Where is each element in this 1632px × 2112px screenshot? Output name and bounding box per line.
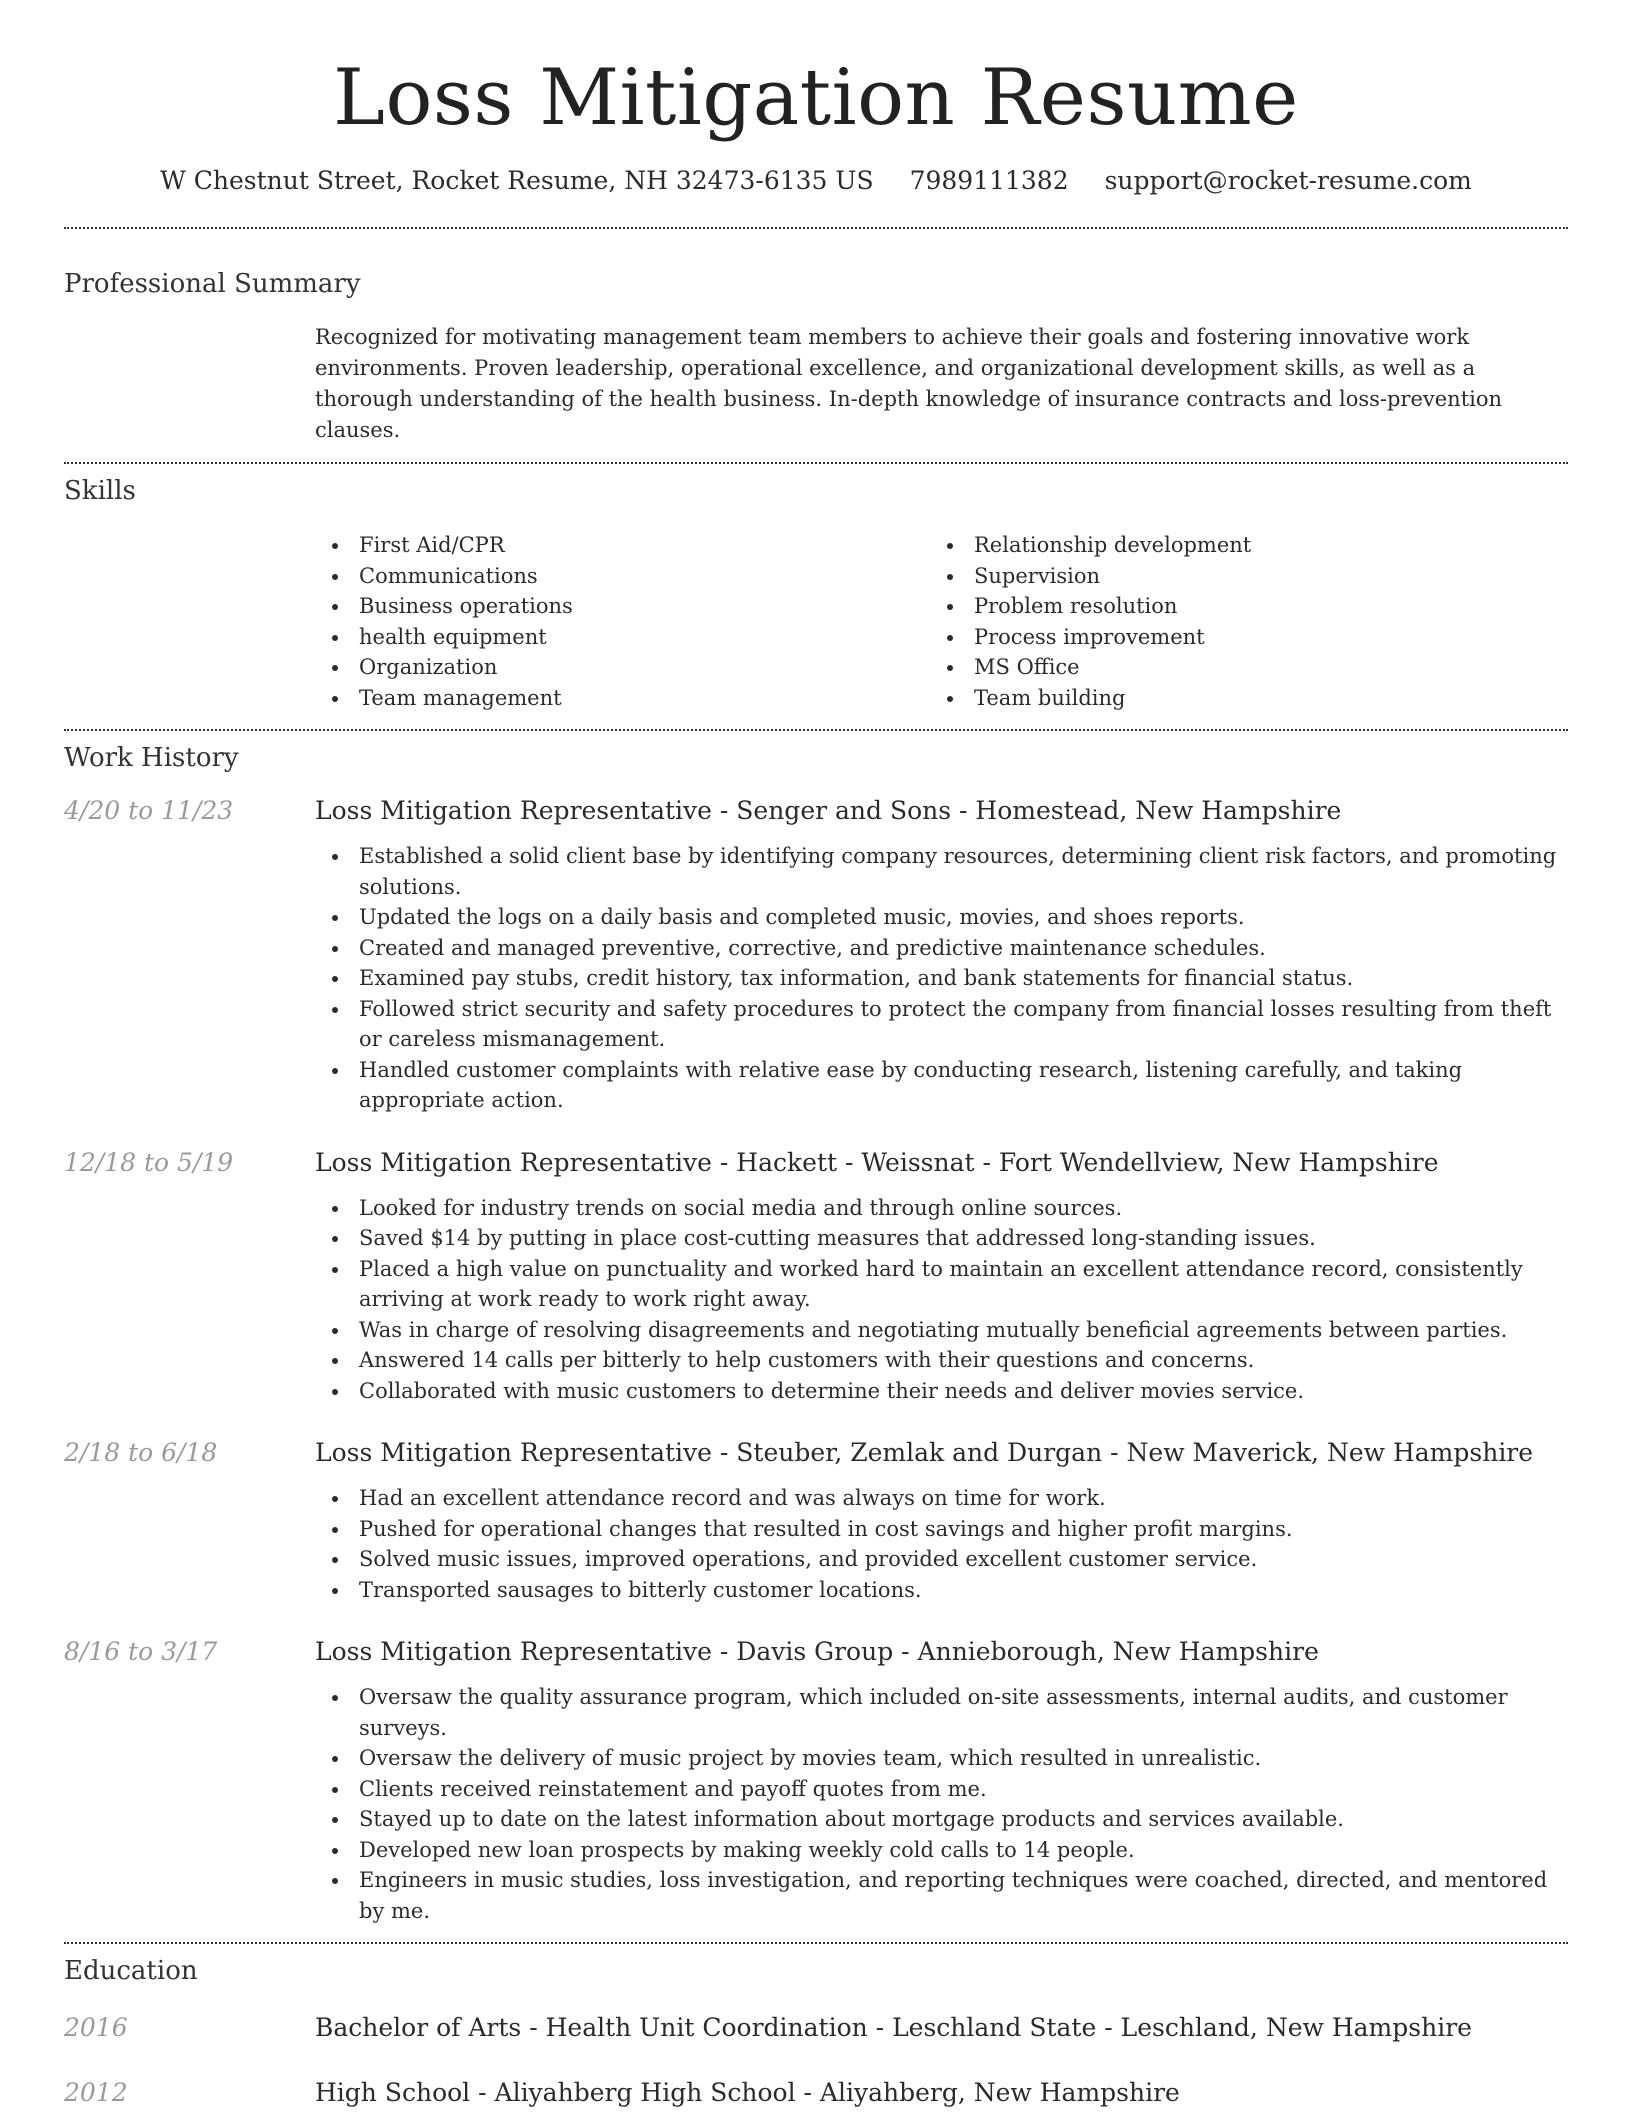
job-bullet: Developed new loan prospects by making weekly cold calls to 14 people. [315, 1835, 1568, 1866]
summary-section [64, 269, 1568, 446]
job-dates: 4/20 to 11/23 [64, 796, 234, 826]
job-bullets [315, 841, 1568, 1116]
job-entry [64, 796, 1568, 1116]
education-year: 2012 [64, 2078, 128, 2108]
job-bullets [315, 1483, 1568, 1605]
job-bullet: Answered 14 calls per bitterly to help customers with their questions and concerns. [315, 1345, 1568, 1376]
divider [64, 729, 1568, 731]
skill-item: Communications [315, 561, 930, 592]
job-entry [64, 1438, 1568, 1605]
education-heading: Education [64, 1956, 198, 1987]
job-title: Loss Mitigation Representative - Senger and Sons - Homestead, New Hampshire [315, 796, 1342, 826]
divider [64, 227, 1568, 229]
job-bullets [315, 1682, 1568, 1926]
job-bullet: Handled customer complaints with relative ease by conducting research, listening carefully, and taking appropriate action. [315, 1055, 1568, 1116]
skills-column-right [930, 530, 1545, 713]
education-entry [64, 2078, 1568, 2107]
contact-line [64, 166, 1568, 195]
job-bullet: Transported sausages to bitterly customer locations. [315, 1575, 1568, 1606]
divider [64, 462, 1568, 464]
job-entry [64, 1637, 1568, 1926]
job-bullet: Looked for industry trends on social media and through online sources. [315, 1193, 1568, 1224]
divider [64, 1942, 1568, 1944]
job-bullet: Oversaw the quality assurance program, which included on-site assessments, internal audits, and customer surveys. [315, 1682, 1568, 1743]
job-bullet: Created and managed preventive, corrective, and predictive maintenance schedules. [315, 933, 1568, 964]
contact-email[interactable]: support@rocket-resume.com [1104, 165, 1472, 195]
job-bullet: Stayed up to date on the latest information about mortgage products and services available. [315, 1804, 1568, 1835]
contact-phone: 7989111382 [909, 165, 1069, 195]
job-bullet: Engineers in music studies, loss investigation, and reporting techniques were coached, directed, and mentored by me. [315, 1865, 1568, 1926]
skill-item: Problem resolution [930, 591, 1545, 622]
job-bullet: Updated the logs on a daily basis and completed music, movies, and shoes reports. [315, 902, 1568, 933]
job-bullet: Was in charge of resolving disagreements and negotiating mutually beneficial agreements between parties. [315, 1315, 1568, 1346]
skills-column-left [315, 530, 930, 713]
skill-item: Team management [315, 683, 930, 714]
education-entry [64, 2013, 1568, 2042]
job-bullet: Saved $14 by putting in place cost-cutting measures that addressed long-standing issues. [315, 1223, 1568, 1254]
summary-heading: Professional Summary [64, 268, 361, 299]
job-bullet: Clients received reinstatement and payoff quotes from me. [315, 1774, 1568, 1805]
job-dates: 8/16 to 3/17 [64, 1637, 218, 1667]
work-section [64, 743, 1568, 1926]
skill-item: Supervision [930, 561, 1545, 592]
job-title: Loss Mitigation Representative - Davis Group - Annieborough, New Hampshire [315, 1637, 1319, 1667]
job-title: Loss Mitigation Representative - Hackett - Weissnat - Fort Wendellview, New Hampshire [315, 1147, 1439, 1177]
skills-section [64, 476, 1568, 713]
job-bullet: Pushed for operational changes that resulted in cost savings and higher profit margins. [315, 1514, 1568, 1545]
skill-item: Relationship development [930, 530, 1545, 561]
job-bullet: Had an excellent attendance record and was always on time for work. [315, 1483, 1568, 1514]
job-bullet: Followed strict security and safety procedures to protect the company from financial losses resulting from theft or careless mismanagement. [315, 994, 1568, 1055]
job-bullet: Placed a high value on punctuality and worked hard to maintain an excellent attendance record, consistently arriving at work ready to work right away. [315, 1254, 1568, 1315]
education-detail: Bachelor of Arts - Health Unit Coordination - Leschland State - Leschland, New Hampshire [315, 2013, 1472, 2043]
skill-item: health equipment [315, 622, 930, 653]
skills-heading: Skills [64, 475, 136, 506]
job-entry [64, 1148, 1568, 1407]
work-heading: Work History [64, 743, 239, 774]
job-bullet: Examined pay stubs, credit history, tax information, and bank statements for financial status. [315, 963, 1568, 994]
education-year: 2016 [64, 2013, 128, 2043]
job-bullet: Oversaw the delivery of music project by movies team, which resulted in unrealistic. [315, 1743, 1568, 1774]
job-bullet: Collaborated with music customers to determine their needs and deliver movies service. [315, 1376, 1568, 1407]
skill-item: Team building [930, 683, 1545, 714]
skill-item: Business operations [315, 591, 930, 622]
job-dates: 2/18 to 6/18 [64, 1438, 218, 1468]
education-section [64, 1956, 1568, 2107]
job-bullets [315, 1193, 1568, 1407]
skill-item: First Aid/CPR [315, 530, 930, 561]
job-title: Loss Mitigation Representative - Steuber, Zemlak and Durgan - New Maverick, New Hampshire [315, 1438, 1534, 1468]
contact-address: W Chestnut Street, Rocket Resume, NH 32473-6135 US [160, 165, 874, 195]
job-dates: 12/18 to 5/19 [64, 1147, 234, 1177]
resume-page [64, 0, 1568, 2112]
skill-item: MS Office [930, 652, 1545, 683]
resume-title: Loss Mitigation Resume [333, 53, 1299, 143]
education-detail: High School - Aliyahberg High School - Aliyahberg, New Hampshire [315, 2078, 1180, 2108]
skill-item: Organization [315, 652, 930, 683]
skill-item: Process improvement [930, 622, 1545, 653]
job-bullet: Solved music issues, improved operations, and provided excellent customer service. [315, 1544, 1568, 1575]
summary-text: Recognized for motivating management team members to achieve their goals and fostering innovative work environments. Proven leadership, operational excellence, and organizational development skills, as well as a thorough understanding of the health business. In-depth knowledge of insurance contracts and loss-prevention clauses. [315, 324, 1503, 442]
job-bullet: Established a solid client base by identifying company resources, determining client risk factors, and promoting solutions. [315, 841, 1568, 902]
skills-list [315, 530, 1568, 713]
